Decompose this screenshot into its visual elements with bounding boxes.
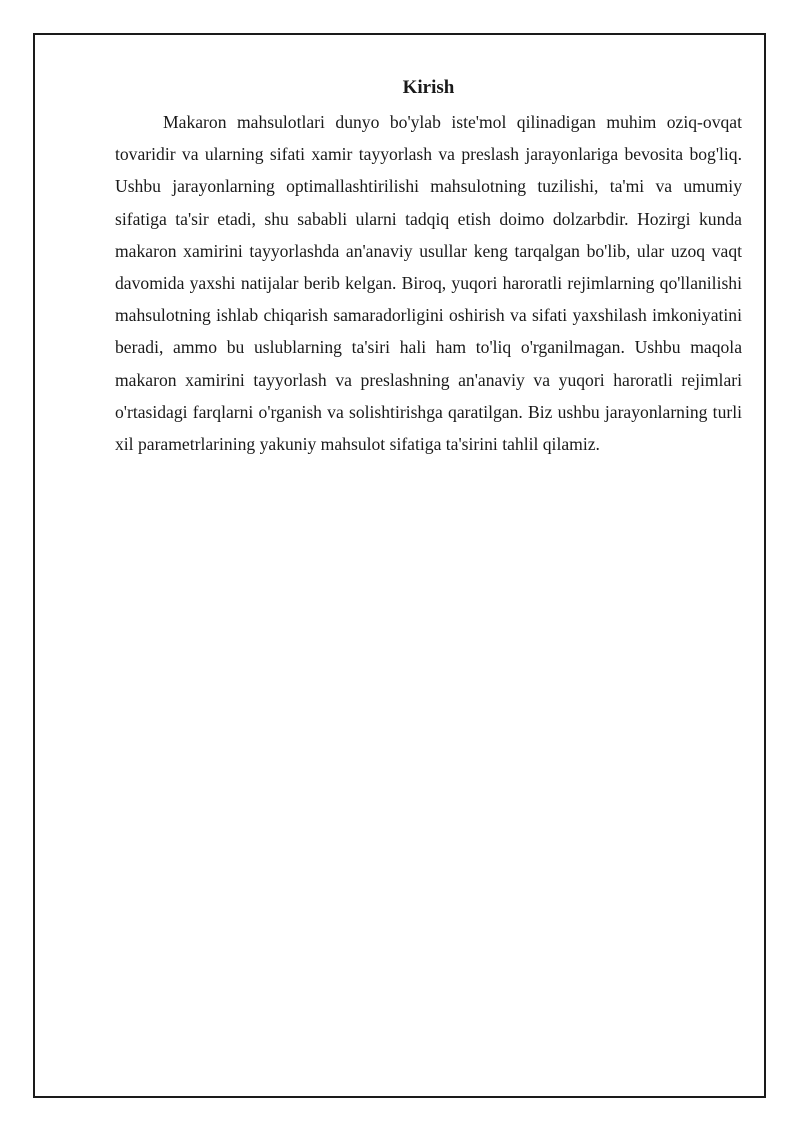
section-heading: Kirish (402, 77, 455, 98)
body-paragraph: Makaron mahsulotlari dunyo bo'ylab iste'mol qilinadigan muhim oziq-ovqat tovaridir va ularning sifati xamir tayyorlash va preslash jarayonlariga bevosita bog'liq. Ushbu jarayonlarning optimallashtirilishi mahsulotning tuzilishi, ta'mi va umumiy sifatiga ta'sir etadi, shu sababli ularni tadqiq etish doimo dolzarbdir. Hozirgi kunda makaron xamirini tayyorlashda an'anaviy usullar keng tarqalgan bo'lib, ular uzoq vaqt davomida yaxshi natijalar berib kelgan. Biroq, yuqori haroratli rejimlarning qo'llanilishi mahsulotning ishlab chiqarish samaradorligini oshirish va sifati yaxshilash imkoniyatini beradi, ammo bu uslublarning ta'siri hali ham to'liq o'rganilmagan. Ushbu maqola makaron xamirini tayyorlash va preslashning an'anaviy va yuqori haroratli rejimlari o'rtasidagi farqlarni o'rganish va solishtirishga qaratilgan. Biz ushbu jarayonlarning turli xil parametrlarining yakuniy mahsulot sifatiga ta'sirini tahlil qilamiz. (115, 112, 742, 455)
document-body (115, 74, 742, 460)
